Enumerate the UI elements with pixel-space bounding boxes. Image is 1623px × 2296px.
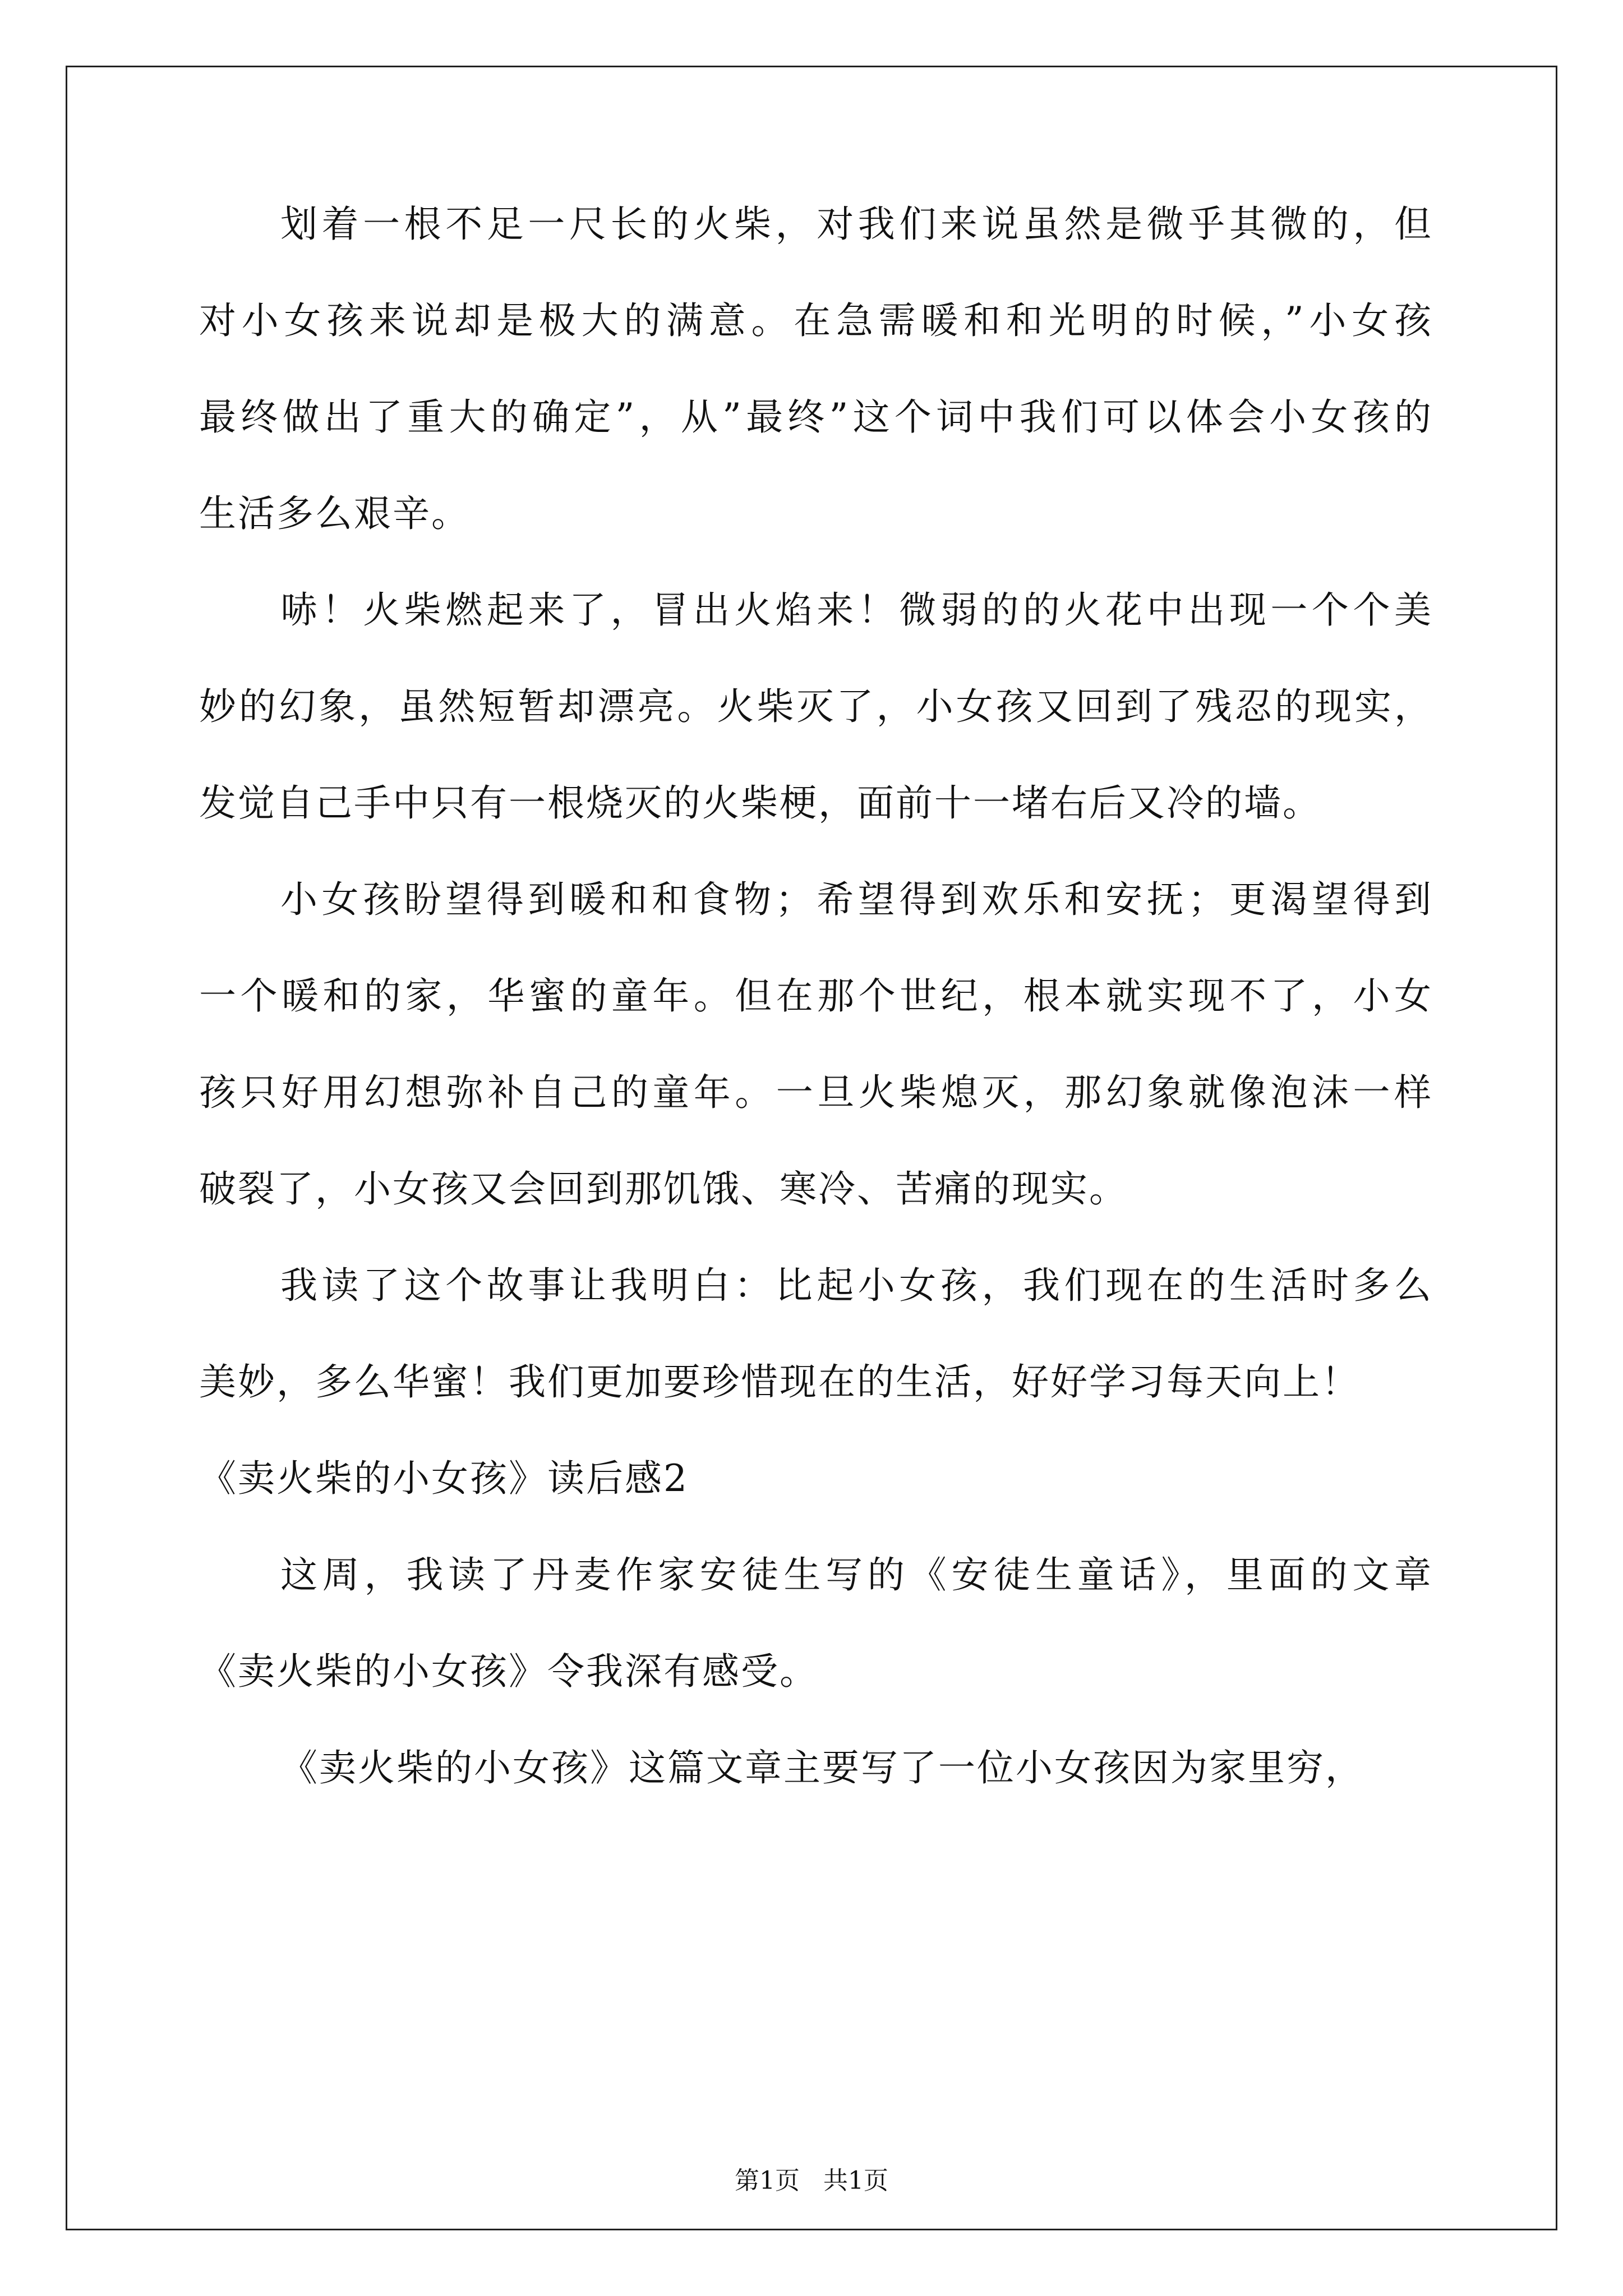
text-line: 《卖火柴的小女孩》令我深有感受。 xyxy=(199,1650,818,1693)
text-line: 一个暖和的家，华蜜的童年。但在那个世纪，根本就实现不了，小女 xyxy=(199,974,1433,1018)
text-line: 这周，我读了丹麦作家安徒生写的《安徒生童话》，里面的文章 xyxy=(280,1553,1433,1596)
text-line: 对小女孩来说却是极大的满意。在急需暖和和光明的时候，”小女孩 xyxy=(199,299,1433,342)
text-line: 哧！火柴燃起来了，冒出火焰来！微弱的的火花中出现一个个美 xyxy=(280,588,1433,632)
text-line: 破裂了，小女孩又会回到那饥饿、寒冷、苦痛的现实。 xyxy=(199,1167,1128,1211)
text-line: 《卖火柴的小女孩》读后感2 xyxy=(199,1457,689,1500)
text-line: 我读了这个故事让我明白：比起小女孩，我们现在的生活时多么 xyxy=(280,1264,1433,1307)
text-line: 《卖火柴的小女孩》这篇文章主要写了一位小女孩因为家里穷， xyxy=(280,1746,1364,1789)
page-border xyxy=(66,66,1557,2230)
text-line: 发觉自己手中只有一根烧灭的火柴梗，面前十一堵右后又冷的墙。 xyxy=(199,781,1321,825)
text-line: 妙的幻象，虽然短暂却漂亮。火柴灭了，小女孩又回到了残忍的现实， xyxy=(199,685,1433,728)
page-footer: 第1页 共1页 xyxy=(735,2166,888,2195)
text-line: 最终做出了重大的确定”，从”最终”这个词中我们可以体会小女孩的 xyxy=(199,395,1433,439)
text-line: 划着一根不足一尺长的火柴，对我们来说虽然是微乎其微的，但 xyxy=(280,203,1433,246)
text-line: 美妙，多么华蜜！我们更加要珍惜现在的生活，好好学习每天向上！ xyxy=(199,1360,1360,1404)
text-line: 生活多么艰辛。 xyxy=(199,492,470,535)
text-line: 小女孩盼望得到暖和和食物；希望得到欢乐和安抚；更渴望得到 xyxy=(280,878,1433,921)
text-line: 孩只好用幻想弥补自己的童年。一旦火柴熄灭，那幻象就像泡沫一样 xyxy=(199,1071,1433,1114)
